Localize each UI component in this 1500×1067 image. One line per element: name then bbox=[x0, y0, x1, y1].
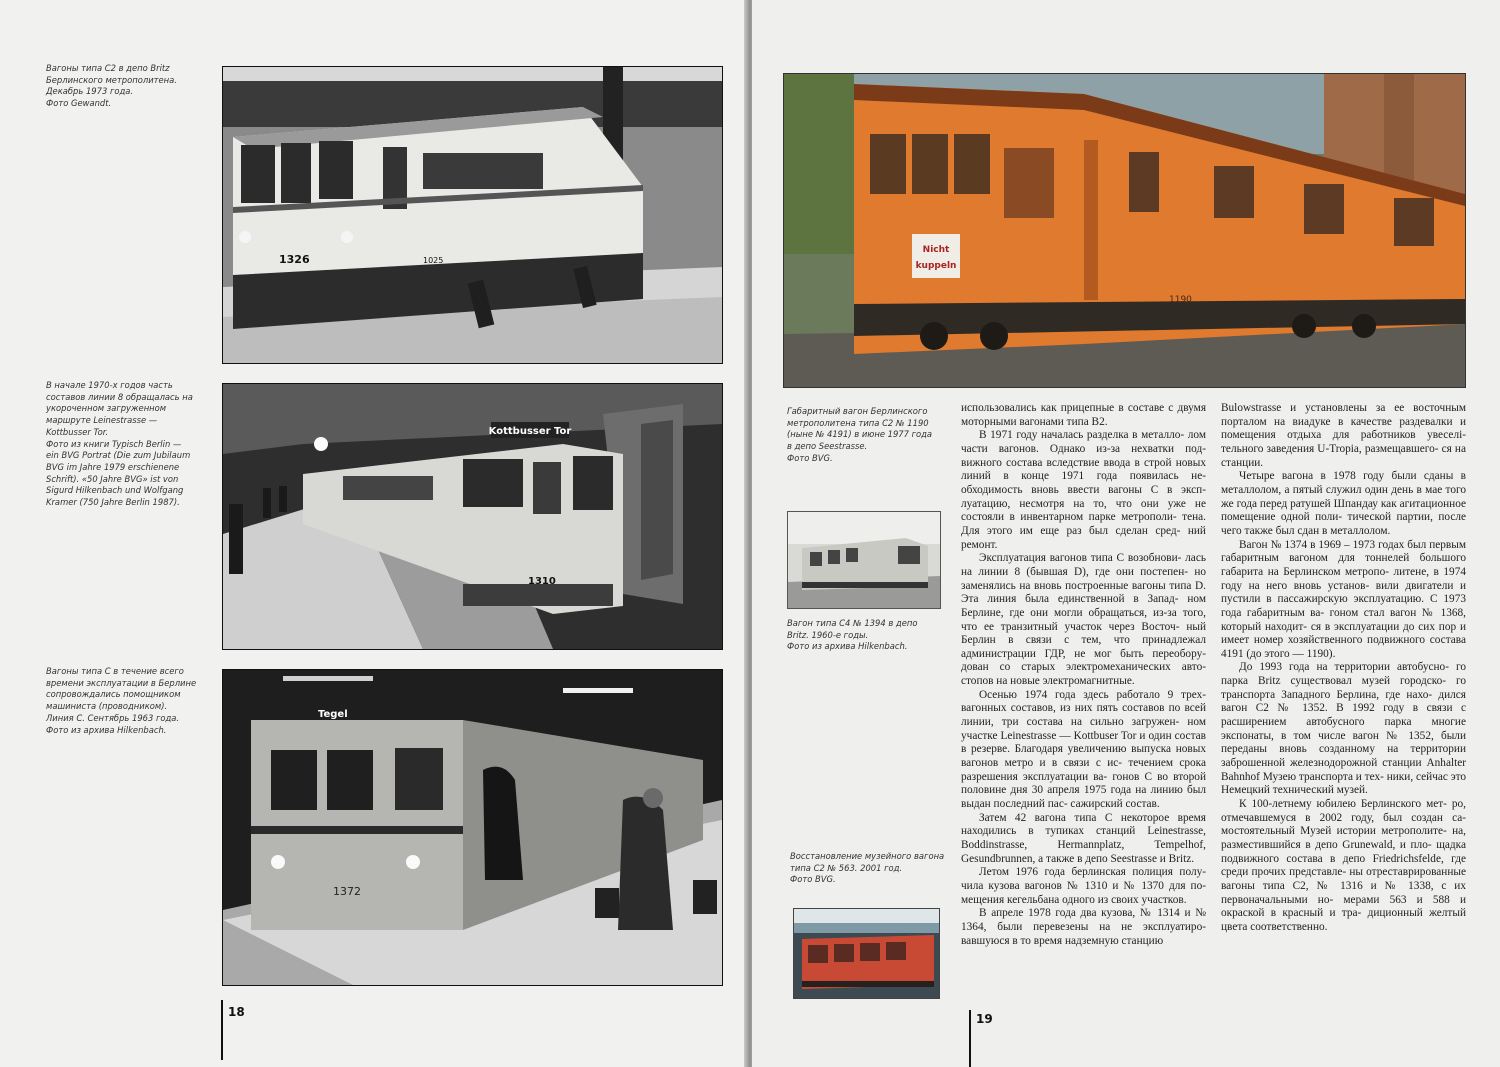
page-number-18: 18 bbox=[228, 1005, 245, 1019]
photo-tegel-station bbox=[222, 669, 723, 986]
sign-nicht: Nicht bbox=[922, 245, 950, 255]
paragraph: Вагон № 1374 в 1969 – 1973 годах был первым габаритным вагоном для тоннелей большого габарита на Берлинском метропо- литене, в 1974 году на него вновь установ- вили двигатели и пустили в пассажирскую эксплуатацию. С 1973 года габаритным ва- гоном стал вагон № 1368, который находит- ся в эксплуатации до сих пор и имеет номер хозяйственного подвижного состава 4191 (до этого — 1190). bbox=[1221, 538, 1467, 660]
paragraph: Эксплуатация вагонов типа С возобнови- лась на линии 8 (бывшая D), где они постепен- но заменялись на вновь построенные вагоны типа D. Эта линия была единственной в Запад- ном Берлине, где они могли обращаться, из-за того, что ее транзитный участок через Восточ- ный Берлин в связи с тем, что принадлежал администрации ГДР, не мог быть переобору- дован со старых электромеханических авто- стопов на новые электромагнитные. bbox=[961, 552, 1207, 688]
car-number-1372: 1372 bbox=[333, 885, 361, 898]
photo-car-1394 bbox=[787, 511, 941, 609]
car-number-1190: 1190 bbox=[1169, 295, 1192, 305]
paragraph: К 100-летнему юбилею Берлинского мет- ро, отмечавшемуся в 2002 году, был создан са- мостоятельный Музей истории метрополите- на, разместившийся в депо Grunewald, и пло- щадка подвижного состава в депо Friedrichsfelde, где среди прочих представле- ны отреставрированные вагоны типа С2, № 1316 и № 1338, с их первоначальными но- мерами 563 и 588 и окраской в красный и тра- диционный желтый цвета соответственно. bbox=[1221, 798, 1467, 933]
photo-orange-car-1190 bbox=[783, 73, 1466, 388]
paragraph: До 1993 года на территории автобусно- го парка Britz существовал музей городско- го транспорта Западного Берлина, где нахо- дился вагон С2 № 1352. В 1992 году в связи с расширением автобусного парка многие экспонаты, в том числе вагон № 1352, были переданы вновь созданному на территории заброшенной железнодорожной станции Anhalter Bahnhof Музею транспорта и тех- ники, сейчас это Немецкий технический музей. bbox=[1221, 661, 1467, 797]
caption-main-photo: Габаритный вагон Берлинского метрополитена типа С2 № 1190 (ныне № 4191) в июне 1977 года в депо Seestrasse. Фото BVG. bbox=[787, 406, 933, 463]
page-rule-left bbox=[221, 1000, 223, 1060]
car-number-1326: 1326 bbox=[279, 253, 310, 266]
right-page bbox=[752, 0, 1500, 1067]
paragraph: В апреле 1978 года два кузова, № 1314 и № 1364, были перевезены на не эксплуатиро- вавшуюся в то время надземную станцию bbox=[961, 907, 1206, 947]
paragraph: Затем 42 вагона типа С некоторое время находились в тупиках станций Leinestrasse, Boddinstrasse, Hermannplatz, Tempelhof, Gesundbrunnen, а также в депо Seestrasse и Britz. bbox=[961, 811, 1206, 865]
car-number-1025: 1025 bbox=[423, 256, 444, 265]
destination-sign-tegel: Tegel bbox=[318, 709, 348, 720]
page-number-19: 19 bbox=[976, 1012, 993, 1026]
text-column-2 bbox=[1221, 402, 1466, 935]
photo-car-563-restoration bbox=[793, 908, 940, 999]
paragraph: Четыре вагона в 1978 году были сданы в металлолом, а пятый служил один день в мае того же года перед ратушей Шпандау как агитационное помещение одной поли- тической партии, после чего также был сдан в металлолом. bbox=[1221, 470, 1466, 537]
paragraph: Летом 1976 года берлинская полиция полу- чила кузова вагонов № 1310 и № 1370 для по- мещения кегельбана одного из своих участков. bbox=[961, 866, 1206, 906]
photo-britz-depot bbox=[222, 66, 723, 364]
paragraph: Bulowstrasse и установлены за ее восточным порталом на виадуке в качестве раздевалки и помещения отдыха для работников увеселі- тельного заведения U-Tropia, размещавшего- ся на станции. bbox=[1221, 402, 1466, 469]
sign-kuppeln: kuppeln bbox=[915, 261, 957, 271]
caption-photo-1: Вагоны типа С2 в депо Britz Берлинского метрополитена. Декабрь 1973 года. Фото Gewandt. bbox=[46, 63, 177, 109]
caption-car-563: Восстановление музейного вагона типа С2 № 563. 2001 год. Фото BVG. bbox=[790, 851, 945, 885]
left-page bbox=[0, 0, 748, 1067]
paragraph: Осенью 1974 года здесь работало 9 трех- вагонных составов, из них пять составов по всей линии, три состава на сильно загружен- ном участке Leinestrasse — Kottbuser Tor и один состав в резерве. Благодаря увеличению выпуска новых вагонов метро и в связи с ис- течением срока разрешения эксплуатации ва- гонов С во второй половине дня 30 апреля 1975 года на линию был выдан последний пас- сажирский состав. bbox=[961, 688, 1206, 811]
caption-car-1394: Вагон типа С4 № 1394 в депо Britz. 1960-е годы. Фото из архива Hilkenbach. bbox=[787, 618, 918, 652]
photo-kottbusser-tor bbox=[222, 383, 723, 650]
caption-photo-3: Вагоны типа С в течение всего времени эксплуатации в Берлине сопровождались помощником машиниста (проводником). Линия С. Сентябрь 1963 года. Фото из архива Hilkenbach. bbox=[46, 666, 197, 735]
caption-photo-2: В начале 1970-х годов часть составов линии 8 обращалась на укороченном загруженном маршруте Leinestrasse — Kottbusser Tor. Фото из книги Typisch Berlin — ein BVG Portrat (Die zum Jubilaum BVG im Jahre 1979 erschienene Schrift). «50 Jahre BVG» ist von Sigurd Hilkenbach und Wolfgang Kramer (750 Jahre Berlin 1987). bbox=[46, 380, 193, 508]
paragraph: использовались как прицепные в составе с двумя моторными вагонами типа В2. bbox=[961, 402, 1207, 428]
page-rule-right bbox=[969, 1010, 971, 1067]
destination-sign-kottbusser-tor: Kottbusser Tor bbox=[488, 426, 572, 437]
text-column-1 bbox=[961, 402, 1206, 948]
paragraph: В 1971 году началась разделка в металло- лом части вагонов. Однако из-за нехватки под- вижного состава вследствие ввода в строй новых линий в конце 1971 года появилась не- обходимость вновь ввести вагоны С в эксп- луатацию, несмотря на то, что они уже не состояли в инвентарном парке метрополи- тена. Для этого им еще раз был сделан сред- ний ремонт. bbox=[961, 429, 1207, 551]
car-number-1310: 1310 bbox=[528, 576, 556, 587]
